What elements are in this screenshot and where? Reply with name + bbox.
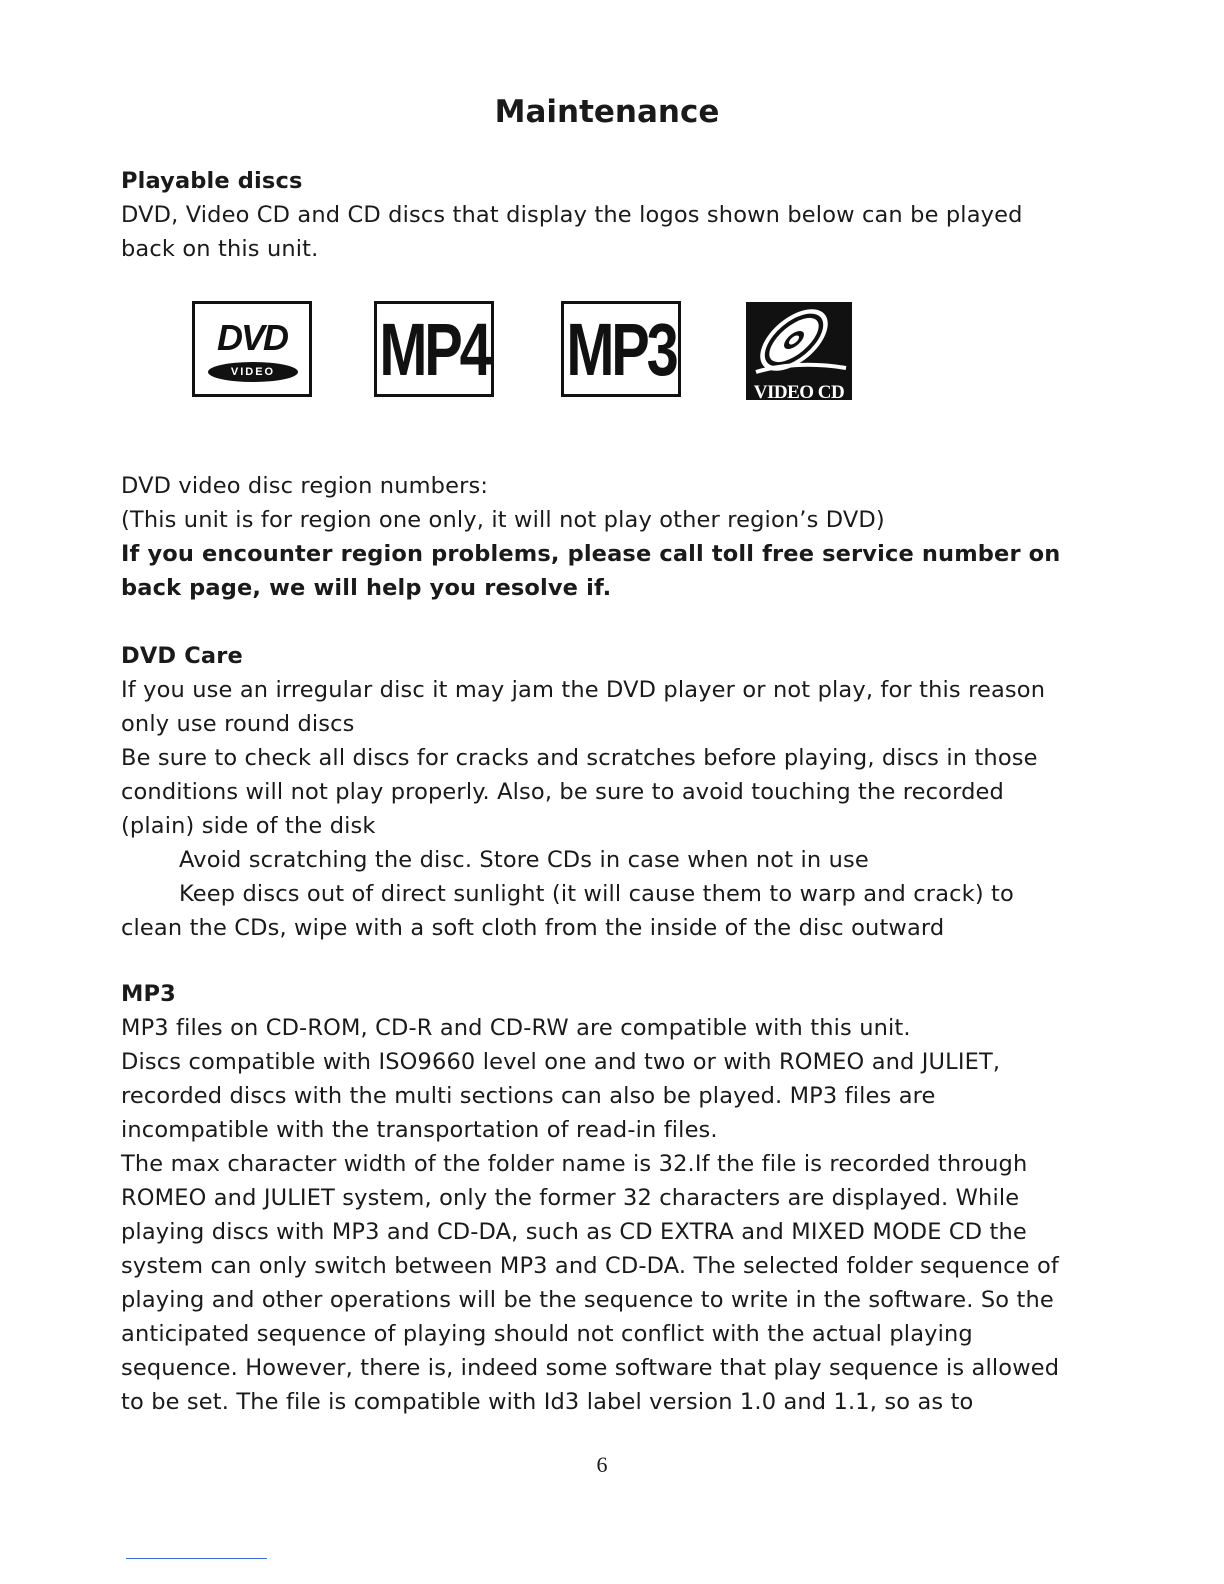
mp3-line: playing and other operations will be the sequence to write in the software. So the — [121, 1287, 1054, 1313]
care-line: If you use an irregular disc it may jam the DVD player or not play, for this reason — [121, 677, 1046, 703]
mp3-line: MP3 files on CD-ROM, CD-R and CD-RW are compatible with this unit. — [121, 1015, 911, 1041]
mp3-line: system can only switch between MP3 and CD-DA. The selected folder sequence of — [121, 1253, 1059, 1279]
region-warning-line: back page, we will help you resolve if. — [121, 575, 612, 601]
dvd-care-heading: DVD Care — [121, 643, 243, 669]
mp3-line: anticipated sequence of playing should not conflict with the actual playing — [121, 1321, 973, 1347]
care-line: only use round discs — [121, 711, 355, 737]
footnote-rule — [126, 1558, 267, 1559]
care-indented-line: Keep discs out of direct sunlight (it will cause them to warp and crack) to — [179, 881, 1014, 907]
region-line: DVD video disc region numbers: — [121, 473, 489, 499]
playable-discs-heading: Playable discs — [121, 168, 303, 194]
dvd-care-section — [121, 639, 1111, 945]
mp3-line: Discs compatible with ISO9660 level one and two or with ROMEO and JULIET, — [121, 1049, 1001, 1075]
region-warning-line: If you encounter region problems, please call toll free service number on — [121, 541, 1061, 567]
care-line: clean the CDs, wipe with a soft cloth from the inside of the disc outward — [121, 915, 945, 941]
dvd-video-logo — [192, 301, 312, 397]
mp4-logo — [374, 301, 494, 397]
mp3-line: recorded discs with the multi sections can also be played. MP3 files are — [121, 1083, 936, 1109]
playable-discs-section — [121, 164, 1111, 266]
care-indented-line: Avoid scratching the disc. Store CDs in case when not in use — [179, 847, 869, 873]
dvd-logo-oval: VIDEO — [208, 362, 298, 382]
care-line: Be sure to check all discs for cracks and scratches before playing, discs in those — [121, 745, 1038, 771]
mp3-line: to be set. The file is compatible with Id3 label version 1.0 and 1.1, so as to — [121, 1389, 974, 1415]
mp3-line: The max character width of the folder name is 32.If the file is recorded through — [121, 1151, 1028, 1177]
page-title: Maintenance — [494, 94, 720, 130]
region-section — [121, 469, 1111, 605]
video-cd-label: VIDEO CD — [753, 382, 845, 403]
dvd-logo-word: DVD — [216, 317, 287, 358]
disc-icon — [746, 302, 852, 382]
video-cd-logo — [746, 302, 852, 403]
mp3-line: ROMEO and JULIET system, only the former 32 characters are displayed. While — [121, 1185, 1020, 1211]
mp3-section — [121, 977, 1111, 1419]
region-line: (This unit is for region one only, it will not play other region’s DVD) — [121, 507, 885, 533]
care-line: conditions will not play properly. Also, be sure to avoid touching the recorded — [121, 779, 1004, 805]
page-number: 6 — [596, 1452, 608, 1477]
care-line: (plain) side of the disk — [121, 813, 376, 839]
mp4-logo-text: MP4 — [379, 307, 489, 391]
mp3-line: sequence. However, there is, indeed some software that play sequence is allowed — [121, 1355, 1060, 1381]
mp3-heading: MP3 — [121, 981, 176, 1007]
mp3-logo-text: MP3 — [566, 307, 676, 391]
mp3-line: incompatible with the transportation of read-in files. — [121, 1117, 718, 1143]
disc-logos — [0, 300, 1224, 404]
mp3-line: playing discs with MP3 and CD-DA, such as CD EXTRA and MIXED MODE CD the — [121, 1219, 1027, 1245]
mp3-logo — [561, 301, 681, 397]
playable-line: DVD, Video CD and CD discs that display the logos shown below can be played — [121, 202, 1023, 228]
playable-line: back on this unit. — [121, 236, 319, 262]
